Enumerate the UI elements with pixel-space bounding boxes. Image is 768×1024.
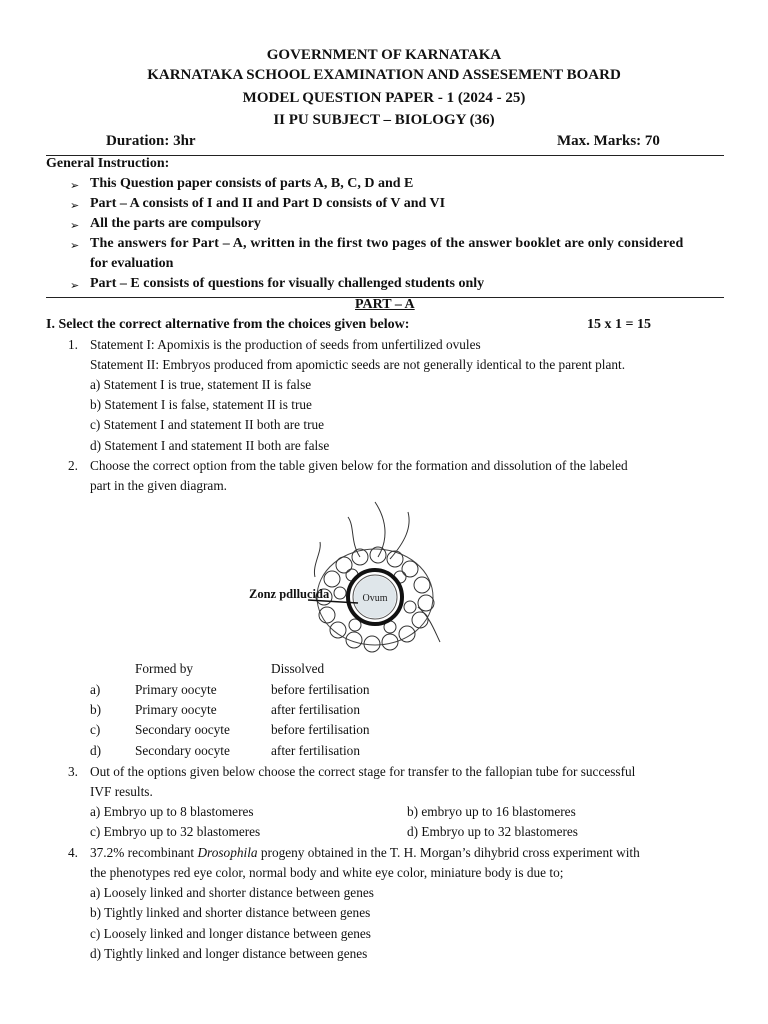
q2-row-option: d) xyxy=(90,743,102,758)
instruction-item: The answers for Part – A, written in the first two pages of the answer booklet are only considered xyxy=(90,236,684,251)
q3-option: b) embryo up to 16 blastomeres xyxy=(407,804,576,819)
q2-row-dissolved: after fertilisation xyxy=(271,702,360,717)
q2-row-formed: Primary oocyte xyxy=(135,682,217,697)
q4-text-pre: 37.2% recombinant xyxy=(90,845,198,860)
bullet-arrow-icon: ➢ xyxy=(70,279,80,292)
q4-text-post: progeny obtained in the T. H. Morgan’s dihybrid cross experiment with xyxy=(257,845,640,860)
q2-row-dissolved: before fertilisation xyxy=(271,682,370,697)
bullet-arrow-icon: ➢ xyxy=(70,219,80,232)
q2-row-formed: Primary oocyte xyxy=(135,702,217,717)
q2-col-dissolved: Dissolved xyxy=(271,661,325,676)
q2-text-line-1: Choose the correct option from the table given below for the formation and dissolution of the labeled xyxy=(90,458,628,473)
instructions-title: General Instruction: xyxy=(46,156,170,171)
q2-row-formed: Secondary oocyte xyxy=(135,722,230,737)
q4-option: c) Loosely linked and longer distance between genes xyxy=(90,926,371,941)
zona-pellucida-label: Zonz pdllucida xyxy=(249,587,330,601)
q1-statement-2: Statement II: Embryos produced from apomictic seeds are not generally identical to the parent plant. xyxy=(90,357,626,372)
section-title: I. Select the correct alternative from the choices given below: xyxy=(46,317,410,332)
instruction-item: Part – A consists of I and II and Part D consists of V and VI xyxy=(90,196,446,211)
question-number: 4. xyxy=(68,845,78,860)
q2-row-dissolved: after fertilisation xyxy=(271,743,360,758)
q2-row-dissolved: before fertilisation xyxy=(271,722,370,737)
part-a-title: PART – A xyxy=(355,297,415,312)
q4-option: b) Tightly linked and shorter distance between genes xyxy=(90,905,371,920)
bullet-arrow-icon: ➢ xyxy=(70,179,80,192)
header-line-3: MODEL QUESTION PAPER - 1 (2024 - 25) xyxy=(242,90,526,106)
q4-option: a) Loosely linked and shorter distance between genes xyxy=(90,885,374,900)
q3-option: d) Embryo up to 32 blastomeres xyxy=(407,824,578,839)
q1-option: c) Statement I and statement II both are true xyxy=(90,417,325,432)
header-line-2: KARNATAKA SCHOOL EXAMINATION AND ASSESEMENT BOARD xyxy=(147,67,621,83)
q2-col-formed: Formed by xyxy=(135,661,193,676)
header-line-4: II PU SUBJECT – BIOLOGY (36) xyxy=(273,112,495,128)
q1-statement-1: Statement I: Apomixis is the production of seeds from unfertilized ovules xyxy=(90,337,481,352)
ovum-diagram xyxy=(240,497,470,657)
q1-option: b) Statement I is false, statement II is true xyxy=(90,397,312,412)
q4-text-line-2: the phenotypes red eye color, normal body and white eye color, miniature body is due to; xyxy=(90,865,564,880)
question-number: 2. xyxy=(68,458,78,473)
q2-row-option: b) xyxy=(90,702,102,717)
q3-text-line-1: Out of the options given below choose the correct stage for transfer to the fallopian tube for successful xyxy=(90,764,636,779)
max-marks: Max. Marks: 70 xyxy=(557,133,660,149)
instruction-item: All the parts are compulsory xyxy=(90,216,261,231)
q2-row-option: a) xyxy=(90,682,101,697)
header-line-1: GOVERNMENT OF KARNATAKA xyxy=(266,47,502,63)
q2-row-formed: Secondary oocyte xyxy=(135,743,230,758)
q4-text-italic: Drosophila xyxy=(197,845,258,860)
ovum-label: Ovum xyxy=(362,593,388,604)
instruction-item: Part – E consists of questions for visually challenged students only xyxy=(90,276,485,291)
section-marks: 15 x 1 = 15 xyxy=(587,317,651,332)
duration: Duration: 3hr xyxy=(106,133,196,149)
q3-option: c) Embryo up to 32 blastomeres xyxy=(90,824,261,839)
q2-text-line-2: part in the given diagram. xyxy=(90,478,227,493)
bullet-arrow-icon: ➢ xyxy=(70,199,80,212)
instruction-item-continued: for evaluation xyxy=(90,256,174,271)
q1-option: d) Statement I and statement II both are false xyxy=(90,438,330,453)
instruction-item: This Question paper consists of parts A, B, C, D and E xyxy=(90,176,414,191)
q3-option: a) Embryo up to 8 blastomeres xyxy=(90,804,254,819)
q4-text-line-1 xyxy=(90,845,640,861)
q3-text-line-2: IVF results. xyxy=(90,784,153,799)
question-number: 1. xyxy=(68,337,78,352)
q4-option: d) Tightly linked and longer distance between genes xyxy=(90,946,368,961)
question-number: 3. xyxy=(68,764,78,779)
q2-row-option: c) xyxy=(90,722,101,737)
bullet-arrow-icon: ➢ xyxy=(70,239,80,252)
q1-option: a) Statement I is true, statement II is false xyxy=(90,377,312,392)
